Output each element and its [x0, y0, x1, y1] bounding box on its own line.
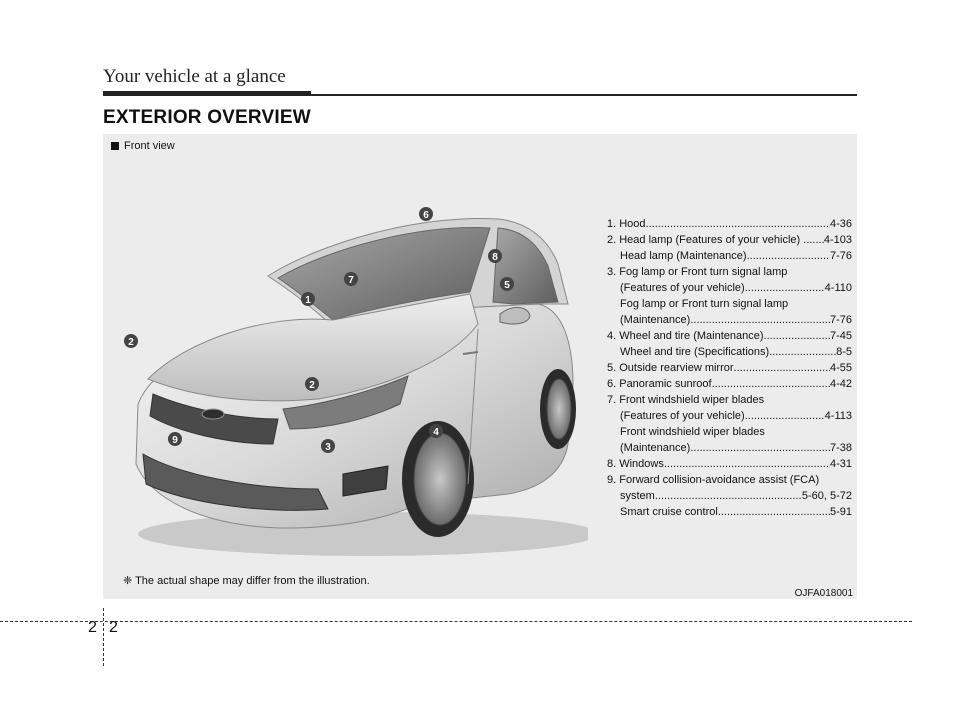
header-rule-thin — [311, 94, 857, 96]
parts-list-line — [607, 440, 852, 456]
svg-text:1: 1 — [305, 295, 311, 306]
part-name: Fog lamp or Front turn signal lamp — [620, 298, 789, 310]
parts-list-line — [607, 472, 852, 488]
square-bullet-icon — [111, 142, 119, 150]
svg-text:4: 4 — [433, 427, 439, 438]
parts-list-line — [607, 248, 852, 264]
page-reference: 5-91 — [829, 506, 852, 518]
leader-dots — [690, 440, 830, 456]
parts-list-item — [607, 360, 852, 376]
page-reference: 4-36 — [829, 218, 852, 230]
svg-text:5: 5 — [504, 280, 510, 291]
section-title: EXTERIOR OVERVIEW — [103, 107, 311, 128]
page-reference: 4-42 — [829, 378, 852, 390]
page-reference: 7-76 — [829, 314, 852, 326]
parts-list-item — [607, 392, 852, 456]
page-reference: 4-113 — [824, 410, 852, 422]
header-rule-thick — [103, 91, 311, 96]
page-reference: 4-55 — [829, 362, 852, 374]
part-name: 4. Wheel and tire (Maintenance) — [607, 330, 764, 342]
callout-fca — [168, 432, 182, 446]
part-name: Head lamp (Maintenance) — [620, 250, 747, 262]
image-code: OJFA018001 — [794, 588, 853, 599]
part-name: (Maintenance) — [620, 314, 691, 326]
parts-list-line — [607, 280, 852, 296]
footer-divider — [103, 608, 104, 666]
parts-list-line — [607, 392, 852, 408]
part-name: 7. Front windshield wiper blades — [607, 394, 765, 406]
parts-list — [607, 216, 852, 520]
view-label-text: Front view — [124, 140, 175, 152]
car-illustration — [118, 204, 588, 574]
parts-list-line — [607, 408, 852, 424]
parts-list-line — [607, 296, 852, 312]
page-reference: 8-5 — [836, 346, 852, 358]
parts-list-line — [607, 456, 852, 472]
part-name: 2. Head lamp (Features of your vehicle) . — [607, 234, 807, 246]
view-label — [111, 140, 175, 152]
parts-list-line — [607, 312, 852, 328]
parts-list-line — [607, 216, 852, 232]
part-name: 8. Windows — [607, 458, 664, 470]
leader-dots — [690, 312, 830, 328]
leader-dots — [769, 344, 836, 360]
callout-fog-lamp — [321, 439, 335, 453]
parts-list-item — [607, 264, 852, 328]
parts-list-line — [607, 504, 852, 520]
page-reference: 4-103 — [823, 234, 852, 246]
svg-text:3: 3 — [325, 442, 331, 453]
part-name: (Features of your vehicle) — [620, 282, 745, 294]
parts-list-item — [607, 216, 852, 232]
part-name: system — [620, 490, 655, 502]
page-reference: 5-60, 5-72 — [801, 490, 852, 502]
svg-text:8: 8 — [492, 252, 498, 263]
page-number-page: 2 — [109, 619, 118, 636]
leader-dots — [646, 216, 830, 232]
leader-dots — [718, 504, 830, 520]
part-name: 1. Hood — [607, 218, 646, 230]
part-name: 6. Panoramic sunroof — [607, 378, 712, 390]
parts-list-line — [607, 264, 852, 280]
part-name: Front windshield wiper blades — [620, 426, 765, 438]
parts-list-line — [607, 360, 852, 376]
callout-headlamp-right — [305, 377, 319, 391]
parts-list-item — [607, 328, 852, 360]
part-name: Smart cruise control — [620, 506, 718, 518]
callout-wheel — [429, 424, 443, 438]
page-reference: 4-110 — [824, 282, 852, 294]
leader-dots — [764, 328, 830, 344]
svg-text:6: 6 — [423, 210, 429, 221]
callout-windows — [488, 249, 502, 263]
parts-list-line — [607, 488, 852, 504]
callout-hood — [301, 292, 315, 306]
part-name: (Features of your vehicle) — [620, 410, 745, 422]
leader-dots — [655, 488, 802, 504]
parts-list-line — [607, 232, 852, 248]
part-name: 3. Fog lamp or Front turn signal lamp — [607, 266, 788, 278]
callout-mirror — [500, 277, 514, 291]
part-name: 9. Forward collision-avoidance assist (FCA) — [607, 474, 820, 486]
part-name: (Maintenance) — [620, 442, 691, 454]
part-name: Wheel and tire (Specifications) — [620, 346, 770, 358]
page-reference: 7-76 — [829, 250, 852, 262]
svg-text:7: 7 — [348, 275, 354, 286]
parts-list-item — [607, 456, 852, 472]
leader-dots — [734, 360, 830, 376]
page-reference: 7-45 — [829, 330, 852, 342]
parts-list-line — [607, 424, 852, 440]
leader-dots — [745, 408, 825, 424]
footer-rule — [0, 621, 912, 622]
page-reference: 7-38 — [829, 442, 852, 454]
parts-list-line — [607, 344, 852, 360]
parts-list-item — [607, 472, 852, 520]
leader-dots — [745, 280, 825, 296]
parts-list-line — [607, 328, 852, 344]
leader-dots — [664, 456, 830, 472]
leader-dots — [712, 376, 830, 392]
svg-text:2: 2 — [309, 380, 315, 391]
page-reference: 4-31 — [829, 458, 852, 470]
callout-wiper — [344, 272, 358, 286]
callout-sunroof — [419, 207, 433, 221]
parts-list-line — [607, 376, 852, 392]
parts-list-item — [607, 232, 852, 264]
svg-text:9: 9 — [172, 435, 178, 446]
footnote: ❈ The actual shape may differ from the illustration. — [123, 575, 370, 587]
leader-dots — [747, 248, 830, 264]
parts-list-item — [607, 376, 852, 392]
page-number-chapter: 2 — [88, 619, 97, 636]
svg-text:2: 2 — [128, 337, 134, 348]
chapter-title: Your vehicle at a glance — [103, 66, 286, 87]
part-name: 5. Outside rearview mirror — [607, 362, 734, 374]
illustration-panel — [103, 134, 857, 599]
leader-dots — [806, 232, 824, 248]
callout-headlamp-left — [124, 334, 138, 348]
